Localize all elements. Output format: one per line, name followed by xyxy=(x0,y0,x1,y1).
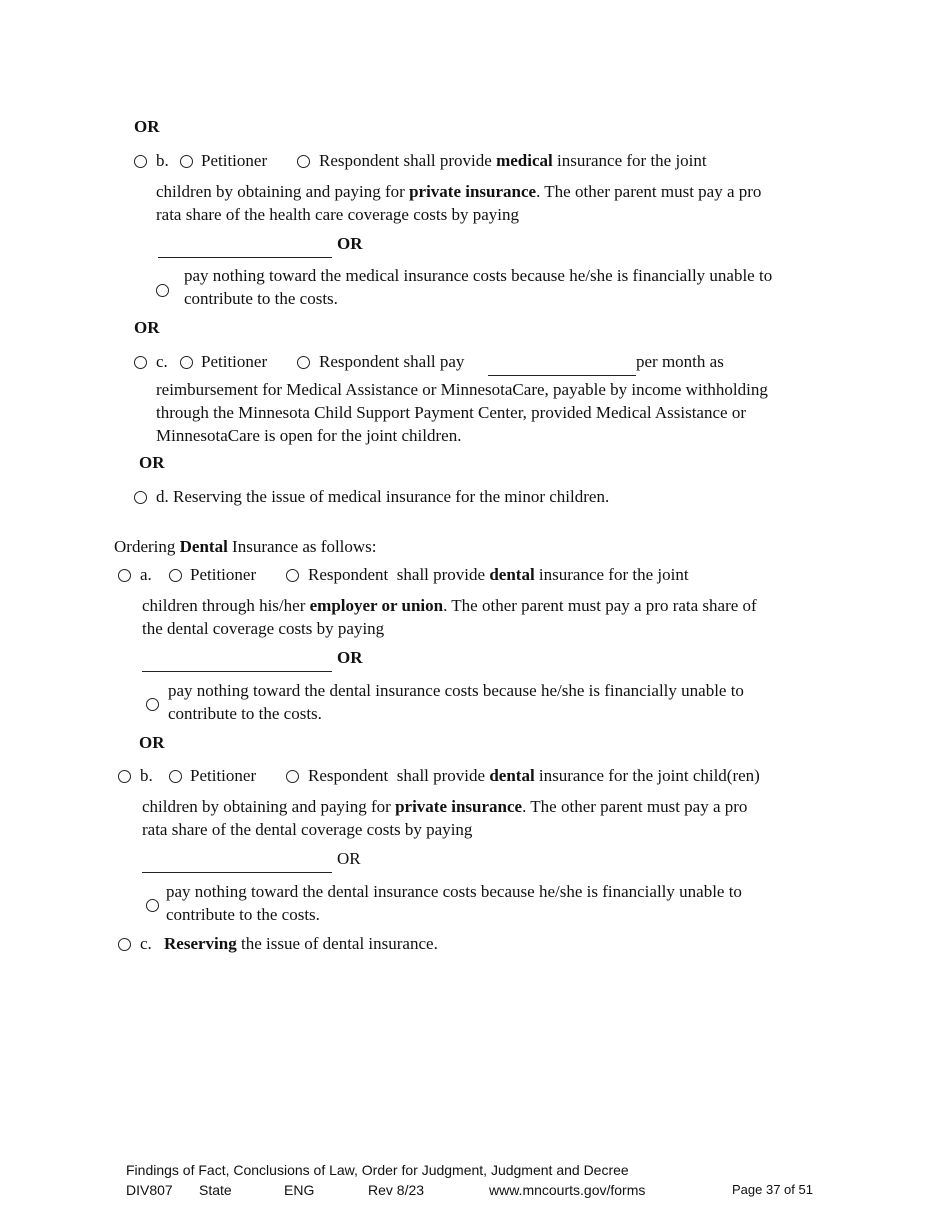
medical-c-line2: reimbursement for Medical Assistance or MinnesotaCare, payable by income withholding xyxy=(156,380,768,399)
dental-b-petitioner-radio[interactable] xyxy=(169,770,182,783)
dental-a-line3: the dental coverage costs by paying xyxy=(142,619,385,638)
footer-jurisdiction: State xyxy=(199,1182,232,1198)
dental-a-petitioner-radio[interactable] xyxy=(169,569,182,582)
dental-b-radio[interactable] xyxy=(118,770,131,783)
medical-b-petitioner-radio[interactable] xyxy=(180,155,193,168)
footer-title: Findings of Fact, Conclusions of Law, Order for Judgment, Judgment and Decree xyxy=(126,1162,629,1178)
medical-c-letter: c. xyxy=(156,352,168,371)
or-label: OR xyxy=(337,648,363,667)
medical-c-per-month: per month as xyxy=(636,352,724,371)
dental-b-pay-nothing-line1: pay nothing toward the dental insurance costs because he/she is financially unable to xyxy=(166,882,742,901)
medical-c-petitioner-radio[interactable] xyxy=(180,356,193,369)
medical-b-amount-blank[interactable] xyxy=(158,257,332,258)
dental-b-petitioner-label: Petitioner xyxy=(190,766,257,785)
medical-b-pay-nothing-radio[interactable] xyxy=(156,284,169,297)
dental-a-pay-nothing-line1: pay nothing toward the dental insurance costs because he/she is financially unable to xyxy=(168,681,744,700)
medical-b-line2: children by obtaining and paying for private insurance. The other parent must pay a pro xyxy=(156,182,762,201)
or-label: OR xyxy=(139,733,165,752)
medical-b-text: Respondent shall provide medical insurance for the joint xyxy=(319,151,707,170)
dental-a-letter: a. xyxy=(140,565,152,584)
footer-language: ENG xyxy=(284,1182,315,1198)
dental-a-text: Respondent shall provide dental insurance for the joint xyxy=(308,565,689,584)
medical-c-line4: MinnesotaCare is open for the joint children. xyxy=(156,426,462,445)
dental-heading: Ordering Dental Insurance as follows: xyxy=(114,537,377,556)
dental-b-respondent-radio[interactable] xyxy=(286,770,299,783)
medical-d-radio[interactable] xyxy=(134,491,147,504)
footer-url[interactable]: www.mncourts.gov/forms xyxy=(489,1182,646,1198)
dental-b-line3: rata share of the dental coverage costs by paying xyxy=(142,820,473,839)
medical-c-radio[interactable] xyxy=(134,356,147,369)
or-label: OR xyxy=(139,453,165,472)
footer-page-number: Page 37 of 51 xyxy=(732,1182,813,1197)
dental-b-amount-blank[interactable] xyxy=(142,872,332,873)
dental-a-respondent-radio[interactable] xyxy=(286,569,299,582)
medical-b-respondent-radio[interactable] xyxy=(297,155,310,168)
footer-form-id: DIV807 xyxy=(126,1182,173,1198)
medical-c-line3: through the Minnesota Child Support Payment Center, provided Medical Assistance or xyxy=(156,403,746,422)
dental-b-pay-nothing-line2: contribute to the costs. xyxy=(166,905,320,924)
medical-c-respondent-radio[interactable] xyxy=(297,356,310,369)
medical-c-amount-blank[interactable] xyxy=(488,375,636,376)
dental-b-line2: children by obtaining and paying for private insurance. The other parent must pay a pro xyxy=(142,797,748,816)
dental-a-line2: children through his/her employer or union. The other parent must pay a pro rata share of xyxy=(142,596,757,615)
dental-a-amount-blank[interactable] xyxy=(142,671,332,672)
or-label: OR xyxy=(337,234,363,253)
medical-b-line3: rata share of the health care coverage costs by paying xyxy=(156,205,519,224)
dental-b-text: Respondent shall provide dental insurance for the joint child(ren) xyxy=(308,766,760,785)
dental-a-radio[interactable] xyxy=(118,569,131,582)
dental-c-text: Reserving the issue of dental insurance. xyxy=(164,934,438,953)
medical-b-radio[interactable] xyxy=(134,155,147,168)
medical-b-pay-nothing-line1: pay nothing toward the medical insurance costs because he/she is financially unable to xyxy=(184,266,773,285)
medical-d-text: d. Reserving the issue of medical insurance for the minor children. xyxy=(156,487,610,506)
medical-b-letter: b. xyxy=(156,151,169,170)
dental-b-letter: b. xyxy=(140,766,153,785)
dental-b-pay-nothing-radio[interactable] xyxy=(146,899,159,912)
dental-a-pay-nothing-radio[interactable] xyxy=(146,698,159,711)
or-label: OR xyxy=(134,117,160,136)
footer-revision: Rev 8/23 xyxy=(368,1182,425,1198)
dental-c-letter: c. xyxy=(140,934,152,953)
medical-c-petitioner-label: Petitioner xyxy=(201,352,268,371)
dental-a-pay-nothing-line2: contribute to the costs. xyxy=(168,704,322,723)
medical-b-pay-nothing-line2: contribute to the costs. xyxy=(184,289,338,308)
dental-c-radio[interactable] xyxy=(118,938,131,951)
medical-c-text: Respondent shall pay xyxy=(319,352,465,371)
medical-b-petitioner-label: Petitioner xyxy=(201,151,268,170)
or-label: OR xyxy=(337,849,361,868)
or-label: OR xyxy=(134,318,160,337)
dental-a-petitioner-label: Petitioner xyxy=(190,565,257,584)
